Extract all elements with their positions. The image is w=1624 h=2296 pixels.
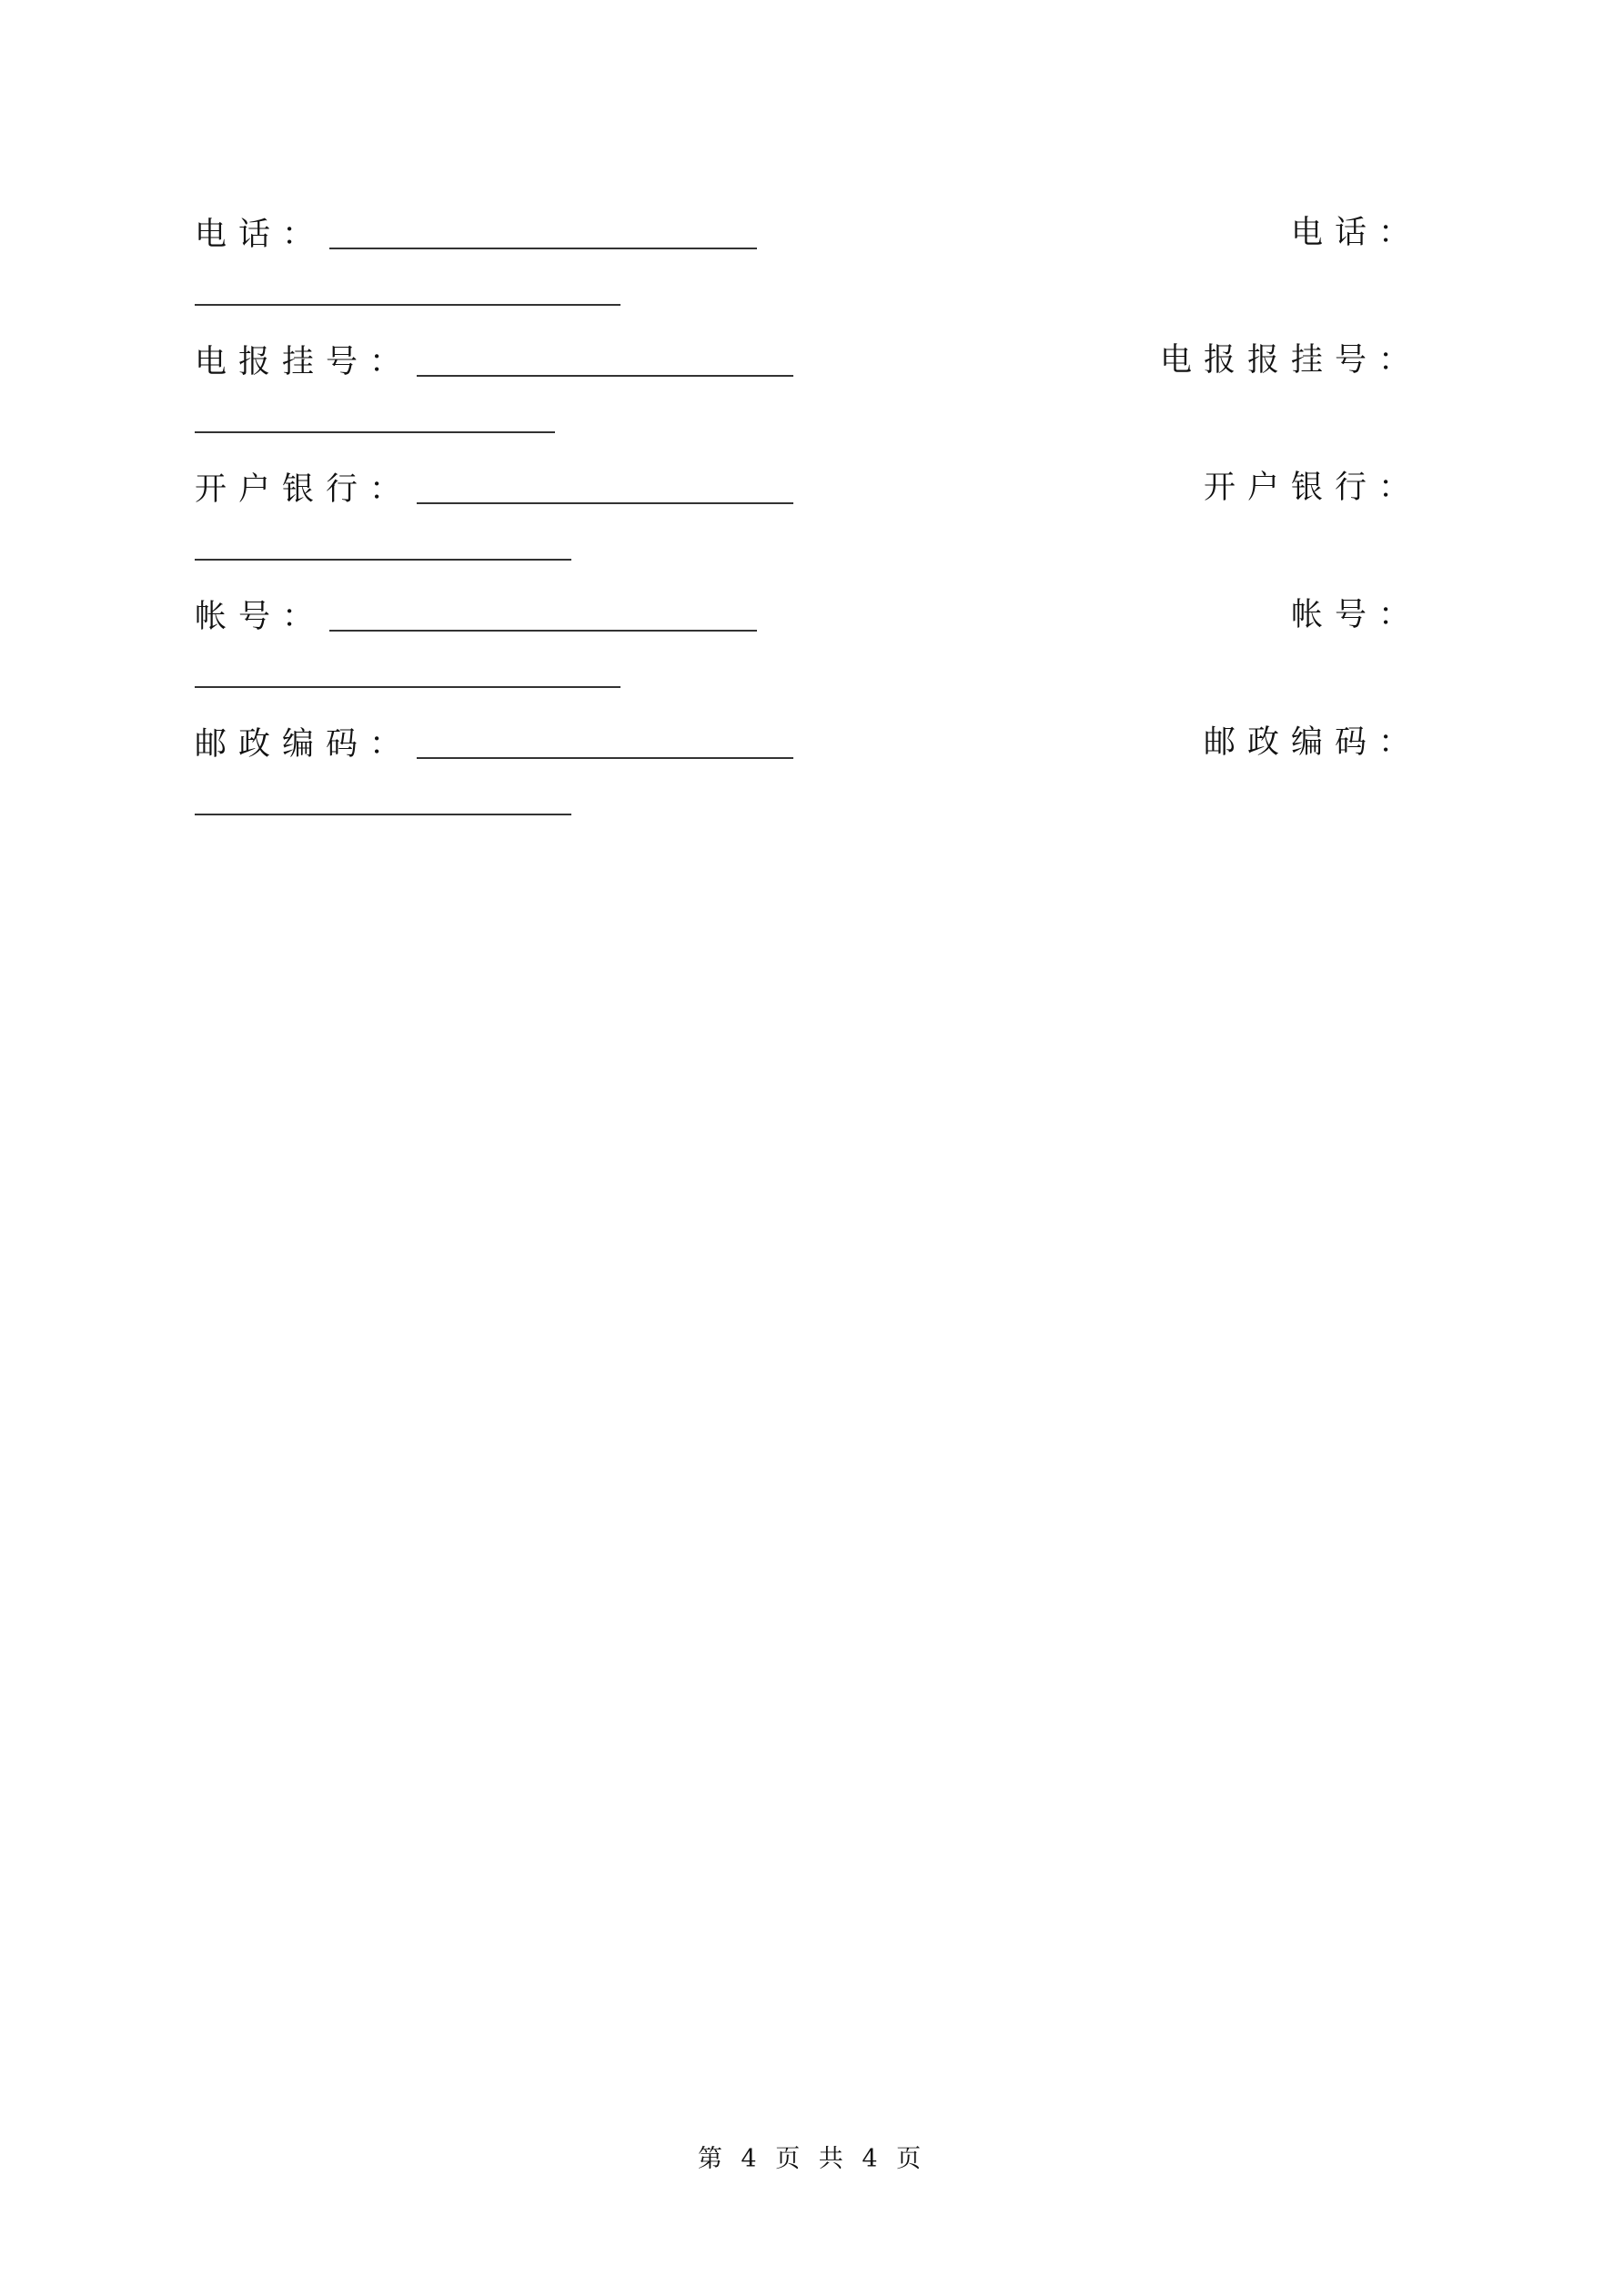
party-a-phone-field bbox=[195, 200, 757, 255]
party-b-telegraph-label: 电报报挂号： bbox=[1159, 342, 1422, 379]
party-a-telegraph-label: 电报挂号： bbox=[195, 344, 414, 380]
account-row bbox=[195, 582, 1429, 637]
party-a-bank-label: 开户银行： bbox=[195, 471, 414, 508]
party-a-account-field bbox=[195, 582, 757, 637]
party-a-bank-blank[interactable] bbox=[417, 466, 793, 504]
party-a-postcode-label: 邮政编码： bbox=[195, 726, 414, 763]
party-a-postcode-field bbox=[195, 710, 793, 764]
footer-suffix: 页 bbox=[896, 2145, 927, 2173]
phone-row bbox=[195, 200, 1429, 255]
party-b-bank-blank[interactable] bbox=[195, 559, 571, 561]
party-b-account-blank[interactable] bbox=[195, 686, 620, 688]
footer-prefix: 第 bbox=[697, 2145, 728, 2173]
party-b-postcode-label: 邮政编码： bbox=[1203, 724, 1422, 761]
postcode-row bbox=[195, 710, 1429, 764]
party-b-bank-label: 开户银行： bbox=[1203, 470, 1422, 506]
party-b-phone-blank[interactable] bbox=[195, 304, 620, 306]
page-footer bbox=[0, 2139, 1624, 2174]
party-b-phone-label: 电话： bbox=[1290, 215, 1422, 251]
footer-total-pages: 4 bbox=[862, 2145, 883, 2173]
party-b-account-label: 帐号： bbox=[1290, 597, 1422, 633]
party-a-phone-blank[interactable] bbox=[329, 211, 757, 249]
telegraph-row bbox=[195, 328, 1429, 382]
party-b-postcode-blank[interactable] bbox=[195, 814, 571, 815]
bank-row bbox=[195, 455, 1429, 510]
party-a-telegraph-field bbox=[195, 328, 793, 382]
footer-middle: 页 共 bbox=[775, 2145, 849, 2173]
party-a-account-blank[interactable] bbox=[329, 593, 757, 632]
party-a-bank-field bbox=[195, 455, 793, 510]
party-a-phone-label: 电话： bbox=[195, 217, 327, 253]
footer-current-page: 4 bbox=[741, 2145, 762, 2173]
party-b-telegraph-blank[interactable] bbox=[195, 431, 555, 433]
party-a-postcode-blank[interactable] bbox=[417, 721, 793, 759]
party-a-telegraph-blank[interactable] bbox=[417, 339, 793, 377]
party-a-account-label: 帐号： bbox=[195, 599, 327, 635]
